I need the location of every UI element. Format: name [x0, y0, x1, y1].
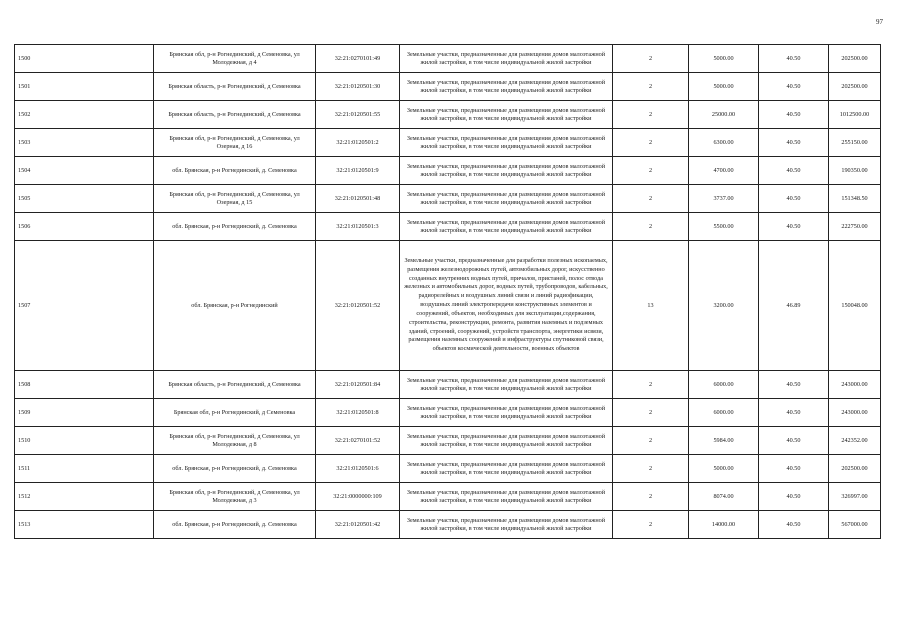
row-number: 1504	[15, 157, 154, 185]
land-use-cell: Земельные участки, предназначенные для размещения домов малоэтажной жилой застройки, в том числе индивидуальной жилой застройки	[400, 399, 613, 427]
cadastral-value-cell: 202500.00	[829, 45, 881, 73]
row-number: 1500	[15, 45, 154, 73]
address-cell: Брянская обл, р-н Рогнединский, д Семеновка, ул Озерная, д 16	[154, 129, 316, 157]
area-cell: 4700.00	[689, 157, 759, 185]
specific-value-cell: 40.50	[759, 157, 829, 185]
area-cell: 5984.00	[689, 427, 759, 455]
table-row	[15, 101, 881, 129]
table-row	[15, 427, 881, 455]
land-use-cell: Земельные участки, предназначенные для размещения домов малоэтажной жилой застройки, в том числе индивидуальной жилой застройки	[400, 371, 613, 399]
specific-value-cell: 40.50	[759, 101, 829, 129]
address-cell: обл. Брянская, р-н Рогнединский, д. Семеновка	[154, 157, 316, 185]
land-use-cell: Земельные участки, предназначенные для размещения домов малоэтажной жилой застройки, в том числе индивидуальной жилой застройки	[400, 427, 613, 455]
cadastral-value-cell: 190350.00	[829, 157, 881, 185]
cadastral-number-cell: 32:21:0120501:52	[316, 241, 400, 371]
land-use-cell: Земельные участки, предназначенные для размещения домов малоэтажной жилой застройки, в том числе индивидуальной жилой застройки	[400, 101, 613, 129]
address-cell: Брянская область, р-н Рогнединский, д Семеновка	[154, 73, 316, 101]
row-number: 1507	[15, 241, 154, 371]
cadastral-number-cell: 32:21:0120501:42	[316, 511, 400, 539]
group-number-cell: 2	[613, 185, 689, 213]
group-number-cell: 2	[613, 129, 689, 157]
cadastral-value-cell: 326997.00	[829, 483, 881, 511]
table-row	[15, 73, 881, 101]
area-cell: 3737.00	[689, 185, 759, 213]
group-number-cell: 13	[613, 241, 689, 371]
cadastral-number-cell: 32:21:0120501:3	[316, 213, 400, 241]
specific-value-cell: 40.50	[759, 455, 829, 483]
group-number-cell: 2	[613, 101, 689, 129]
specific-value-cell: 46.89	[759, 241, 829, 371]
group-number-cell: 2	[613, 157, 689, 185]
address-cell: Брянская обл, р-н Рогнединский, д Семеновка	[154, 399, 316, 427]
land-use-cell: Земельные участки, предназначенные для размещения домов малоэтажной жилой застройки, в том числе индивидуальной жилой застройки	[400, 185, 613, 213]
group-number-cell: 2	[613, 455, 689, 483]
row-number: 1503	[15, 129, 154, 157]
table-body	[15, 45, 881, 539]
group-number-cell: 2	[613, 483, 689, 511]
cadastral-value-cell: 243000.00	[829, 371, 881, 399]
group-number-cell: 2	[613, 73, 689, 101]
specific-value-cell: 40.50	[759, 45, 829, 73]
land-use-cell: Земельные участки, предназначенные для разработки полезных ископаемых, размещения железнодорожных путей, автомобильных дорог, искусственно созданных внутренних водных путей, причалов, пристаней, полос отвода железных и автомобильных дорог, водных путей, трубопроводов, кабельных, радиорелейных и воздушных линий связи и линий радиофикации, воздушных линий электропередачи конструктивных элементов и сооружений, объектов, необходимых для эксплуатации,содержания, строительства, реконструкции, ремонта, развития наземных и подземных зданий, строений, сооружений, устройств транспорта, энергетики исвязи, размещения наземных сооружений и инфраструктуры спутниковой связи, объектов космической деятельности, военных объектов	[400, 241, 613, 371]
specific-value-cell: 40.50	[759, 511, 829, 539]
row-number: 1510	[15, 427, 154, 455]
row-number: 1512	[15, 483, 154, 511]
address-cell: обл. Брянская, р-н Рогнединский	[154, 241, 316, 371]
cadastral-value-cell: 567000.00	[829, 511, 881, 539]
cadastral-value-cell: 222750.00	[829, 213, 881, 241]
table-row	[15, 371, 881, 399]
land-use-cell: Земельные участки, предназначенные для размещения домов малоэтажной жилой застройки, в том числе индивидуальной жилой застройки	[400, 213, 613, 241]
row-number: 1509	[15, 399, 154, 427]
address-cell: обл. Брянская, р-н Рогнединский, д. Семеновка	[154, 455, 316, 483]
address-cell: обл. Брянская, р-н Рогнединский, д. Семеновка	[154, 213, 316, 241]
cadastral-value-cell: 150048.00	[829, 241, 881, 371]
area-cell: 3200.00	[689, 241, 759, 371]
specific-value-cell: 40.50	[759, 371, 829, 399]
table-row	[15, 185, 881, 213]
group-number-cell: 2	[613, 427, 689, 455]
address-cell: Брянская обл, р-н Рогнединский, д Семеновка, ул Молодежная, д 8	[154, 427, 316, 455]
area-cell: 6300.00	[689, 129, 759, 157]
cadastral-value-cell: 151348.50	[829, 185, 881, 213]
cadastral-value-cell: 255150.00	[829, 129, 881, 157]
address-cell: обл. Брянская, р-н Рогнединский, д. Семеновка	[154, 511, 316, 539]
specific-value-cell: 40.50	[759, 399, 829, 427]
land-use-cell: Земельные участки, предназначенные для размещения домов малоэтажной жилой застройки, в том числе индивидуальной жилой застройки	[400, 157, 613, 185]
table-row	[15, 399, 881, 427]
row-number: 1506	[15, 213, 154, 241]
area-cell: 14000.00	[689, 511, 759, 539]
specific-value-cell: 40.50	[759, 185, 829, 213]
cadastral-number-cell: 32:21:0120501:48	[316, 185, 400, 213]
cadastral-number-cell: 32:21:0270101:49	[316, 45, 400, 73]
table-row	[15, 129, 881, 157]
group-number-cell: 2	[613, 399, 689, 427]
land-use-cell: Земельные участки, предназначенные для размещения домов малоэтажной жилой застройки, в том числе индивидуальной жилой застройки	[400, 45, 613, 73]
cadastral-number-cell: 32:21:0120501:2	[316, 129, 400, 157]
table-row	[15, 511, 881, 539]
cadastral-value-cell: 202500.00	[829, 73, 881, 101]
land-use-cell: Земельные участки, предназначенные для размещения домов малоэтажной жилой застройки, в том числе индивидуальной жилой застройки	[400, 129, 613, 157]
land-use-cell: Земельные участки, предназначенные для размещения домов малоэтажной жилой застройки, в том числе индивидуальной жилой застройки	[400, 73, 613, 101]
group-number-cell: 2	[613, 371, 689, 399]
area-cell: 6000.00	[689, 399, 759, 427]
row-number: 1502	[15, 101, 154, 129]
area-cell: 6000.00	[689, 371, 759, 399]
address-cell: Брянская обл, р-н Рогнединский, д Семеновка, ул Молодежная, д 3	[154, 483, 316, 511]
specific-value-cell: 40.50	[759, 73, 829, 101]
cadastral-number-cell: 32:21:0120501:84	[316, 371, 400, 399]
land-use-cell: Земельные участки, предназначенные для размещения домов малоэтажной жилой застройки, в том числе индивидуальной жилой застройки	[400, 455, 613, 483]
table-row	[15, 213, 881, 241]
cadastral-number-cell: 32:21:0120501:55	[316, 101, 400, 129]
group-number-cell: 2	[613, 511, 689, 539]
cadastral-number-cell: 32:21:0120501:9	[316, 157, 400, 185]
group-number-cell: 2	[613, 213, 689, 241]
land-use-cell: Земельные участки, предназначенные для размещения домов малоэтажной жилой застройки, в том числе индивидуальной жилой застройки	[400, 483, 613, 511]
row-number: 1511	[15, 455, 154, 483]
cadastral-number-cell: 32:21:0120501:6	[316, 455, 400, 483]
cadastral-value-table	[14, 44, 881, 539]
cadastral-value-cell: 202500.00	[829, 455, 881, 483]
table-row	[15, 241, 881, 371]
address-cell: Брянская область, р-н Рогнединский, д Семеновка	[154, 371, 316, 399]
page-number: 97	[876, 18, 883, 26]
cadastral-number-cell: 32:21:0120501:30	[316, 73, 400, 101]
address-cell: Брянская обл, р-н Рогнединский, д Семеновка, ул Молодежная, д 4	[154, 45, 316, 73]
table-row	[15, 45, 881, 73]
table-row	[15, 455, 881, 483]
cadastral-value-cell: 242352.00	[829, 427, 881, 455]
cadastral-number-cell: 32:21:0120501:8	[316, 399, 400, 427]
cadastral-value-cell: 1012500.00	[829, 101, 881, 129]
area-cell: 5500.00	[689, 213, 759, 241]
land-use-cell: Земельные участки, предназначенные для размещения домов малоэтажной жилой застройки, в том числе индивидуальной жилой застройки	[400, 511, 613, 539]
specific-value-cell: 40.50	[759, 129, 829, 157]
address-cell: Брянская обл, р-н Рогнединский, д Семеновка, ул Озерная, д 15	[154, 185, 316, 213]
area-cell: 5000.00	[689, 73, 759, 101]
area-cell: 8074.00	[689, 483, 759, 511]
cadastral-value-cell: 243000.00	[829, 399, 881, 427]
area-cell: 5000.00	[689, 455, 759, 483]
cadastral-number-cell: 32:21:0270101:52	[316, 427, 400, 455]
address-cell: Брянская область, р-н Рогнединский, д Семеновка	[154, 101, 316, 129]
row-number: 1505	[15, 185, 154, 213]
area-cell: 25000.00	[689, 101, 759, 129]
row-number: 1508	[15, 371, 154, 399]
row-number: 1501	[15, 73, 154, 101]
cadastral-number-cell: 32:21:0000000:109	[316, 483, 400, 511]
group-number-cell: 2	[613, 45, 689, 73]
row-number: 1513	[15, 511, 154, 539]
specific-value-cell: 40.50	[759, 213, 829, 241]
area-cell: 5000.00	[689, 45, 759, 73]
specific-value-cell: 40.50	[759, 427, 829, 455]
table-row	[15, 157, 881, 185]
table-row	[15, 483, 881, 511]
specific-value-cell: 40.50	[759, 483, 829, 511]
